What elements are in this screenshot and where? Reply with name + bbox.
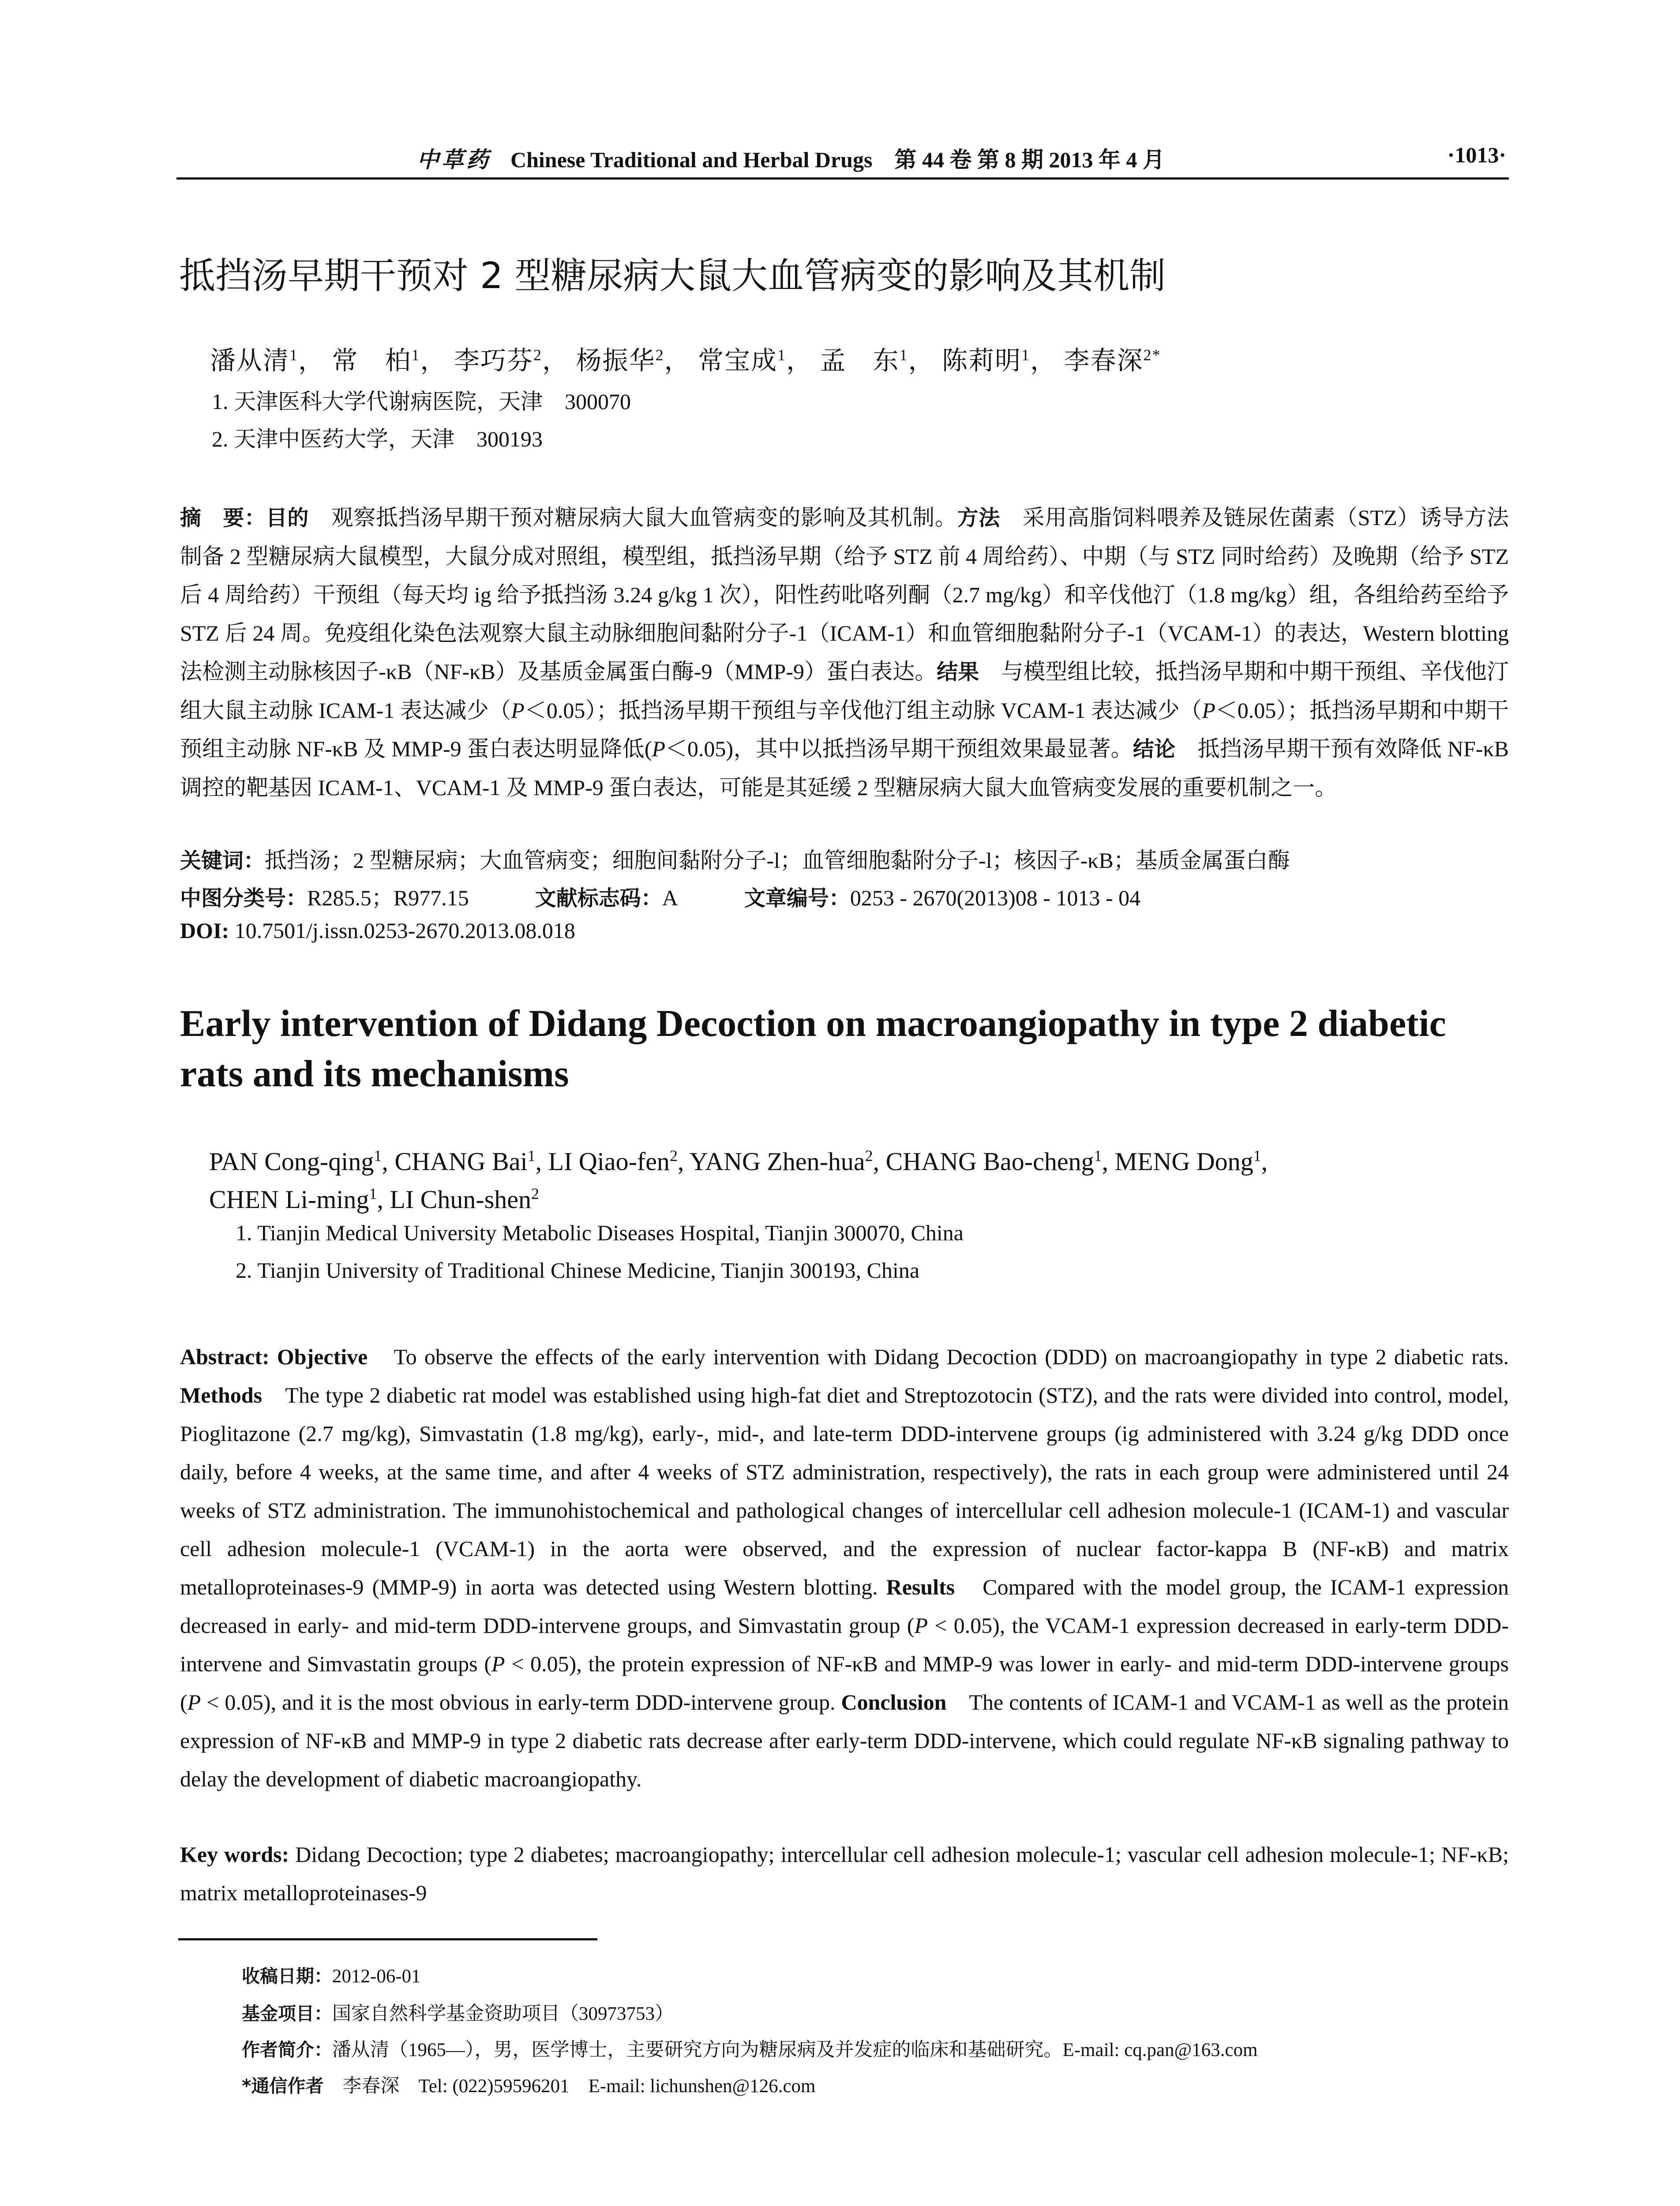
cn-affiliation: 1. 天津医科大学代谢病医院，天津 300070 — [212, 389, 631, 414]
en-author: CHEN Li-ming$^1$ — [209, 1185, 377, 1214]
doi-link[interactable]: 10.7501/j.issn.0253-2670.2013.08.018 — [229, 918, 575, 943]
cn-author: 潘从清$^1$ — [210, 346, 298, 375]
footnote-corresponding: *通信作者 李春深 Tel: (022)59596201 E-mail: lichunshen@126.com — [242, 2075, 816, 2097]
cn-results-label: 结果 — [937, 660, 979, 684]
en-objective-text: To observe the effects of the early intervention with Didang Decoction (DDD) on macroangiopathy in type 2 diabetic rats. — [368, 1344, 1509, 1369]
cn-objective-text: 观察抵挡汤早期干预对糖尿病大鼠大血管病变的影响及其机制。 — [309, 505, 957, 530]
en-conclusion-text: The contents of ICAM-1 and VCAM-1 as well as the protein expression of NF-κB and MMP-9 in type 2 diabetic rats decrease after early-term DDD-intervene, which could regulate NF-κB signaling pathway to delay the development of diabetic macroangiopathy. — [180, 1690, 1509, 1791]
cn-author: 杨振华$^2$ — [576, 346, 664, 375]
en-methods-text: The type 2 diabetic rat model was established using high-fat diet and Streptozotocin (STZ), and the rats were divided into control, model, Pioglitazone (2.7 mg/kg), Simvastatin (1.8 mg/kg), early-, mid-, and late-term DDD-intervene groups (ig administered with 3.24 g/kg DDD once daily, before 4 weeks, at the same time, and after 4 weeks of STZ administration, respectively), the rats in each group were administered until 24 weeks of STZ administration. The immunohistochemical and pathological changes of intercellular cell adhesion molecule-1 (ICAM-1) and vascular cell adhesion molecule-1 (VCAM-1) in the aorta were observed, and the expression of nuclear factor-kappa B (NF-κB) and matrix metalloproteinases-9 (MMP-9) in aorta was detected using Western blotting. — [180, 1383, 1509, 1599]
journal-line — [417, 142, 1165, 174]
en-results-label: Results — [886, 1575, 955, 1599]
doi-label: DOI: — [180, 918, 229, 943]
en-abstract-label: Abstract: Objective — [180, 1344, 368, 1369]
en-author: CHANG Bao-cheng$^1$ — [885, 1147, 1102, 1176]
cn-title: 抵挡汤早期干预对 2 型糖尿病大鼠大血管病变的影响及其机制 — [179, 255, 1166, 297]
cn-results-text: ＜0.05）；抵挡汤早期和中期干预组主动脉 NF-κB 及 MMP-9 蛋白表达明显降低( — [180, 698, 1509, 761]
en-results-text: < 0.05), the protein expression of NF-κB and MMP-9 was lower in early- and mid-term DDD-intervene groups ( — [180, 1651, 1509, 1715]
en-author: LI Qiao-fen$^2$ — [548, 1147, 678, 1176]
cn-class-label: 中图分类号： — [180, 886, 308, 911]
cn-results-text: ＜0.05）；抵挡汤早期干预组与辛伐他汀组主动脉 VCAM-1 表达减少（ — [524, 698, 1202, 723]
en-author-list: PAN Cong-qing$^1$, CHANG Bai$^1$, LI Qiao-fen$^2$, YANG Zhen-hua$^2$, CHANG Bao-cheng$^1$, MENG Dong$^1$, CHEN Li-ming$^1$, LI Chun-shen$^2$ — [209, 1147, 1268, 1214]
cn-doccode-value: A — [662, 885, 678, 910]
doi-line — [180, 918, 575, 943]
cn-objective-label: 目的 — [266, 506, 309, 530]
cn-methods-label: 方法 — [957, 506, 1000, 530]
en-affiliation: 1. Tianjin Medical University Metabolic Diseases Hospital, Tianjin 300070, China — [236, 1220, 964, 1245]
cn-affiliation: 2. 天津中医药大学，天津 300193 — [212, 427, 543, 451]
en-title: Early intervention of Didang Decoction on macroangiopathy in type 2 diabetic rats and its mechanisms — [180, 1002, 1446, 1095]
cn-keywords-label: 关键词： — [180, 848, 265, 873]
cn-classification — [180, 880, 1140, 912]
en-affiliation: 2. Tianjin University of Traditional Chinese Medicine, Tianjin 300193, China — [236, 1258, 920, 1283]
cn-abstract-label: 摘 要： — [180, 506, 266, 530]
cn-author: 常宝成$^1$ — [698, 346, 787, 375]
footnote-author-bio: 作者简介：潘从清（1965—），男，医学博士，主要研究方向为糖尿病及并发症的临床和基础研究。E-mail: cq.pan@163.com — [242, 2039, 1258, 2060]
en-results-text: Compared with the model group, the ICAM-1 expression decreased in early- and mid-term DDD-intervene groups, and Simvastatin group ( — [180, 1575, 1509, 1638]
journal-issue: Chinese Traditional and Herbal Drugs 第 44 卷 第 8 期 2013 年 4 月 — [510, 147, 1165, 172]
en-results-text: < 0.05), the VCAM-1 expression decreased in early-term DDD-intervene and Simvastatin groups ( — [180, 1613, 1509, 1676]
p-value-symbol: P — [914, 1613, 928, 1638]
running-header — [176, 142, 1509, 180]
cn-doccode-label: 文献标志码： — [535, 886, 662, 911]
footnote-divider — [178, 1938, 597, 1940]
en-author: MENG Dong$^1$ — [1114, 1147, 1261, 1176]
en-author: LI Chun-shen$^2$ — [390, 1185, 540, 1214]
footnote-fund: 基金项目：国家自然科学基金资助项目（30973753） — [242, 2003, 674, 2024]
en-author: YANG Zhen-hua$^2$ — [689, 1147, 873, 1176]
en-author: CHANG Bai$^1$ — [394, 1147, 536, 1176]
en-results-text: < 0.05), and it is the most obvious in early-term DDD-intervene group. — [201, 1690, 841, 1715]
en-keywords — [180, 1835, 1509, 1912]
cn-author: 李巧芬$^2$ — [454, 346, 543, 375]
en-keywords-label: Key words: — [180, 1842, 289, 1867]
cn-article-label: 文章编号： — [744, 886, 850, 911]
en-abstract — [180, 1338, 1509, 1798]
cn-methods-text: 采用高脂饲料喂养及链尿佐菌素（STZ）诱导方法制备 2 型糖尿病大鼠模型，大鼠分成对照组，模型组，抵挡汤早期（给予 STZ 前 4 周给药）、中期（与 STZ 同时给药）及晚期（给予 STZ 后 4 周给药）干预组（每天均 ig 给予抵挡汤 3.24 g/kg 1 次），阳性药吡咯列酮（2.7 mg/kg）和辛伐他汀（1.8 mg/kg）组，各组给药至给予 STZ 后 24 周。免疫组化染色法观察大鼠主动脉细胞间黏附分子-1（ICAM-1）和血管细胞黏附分子-1（VCAM-1）的表达，Western blotting 法检测主动脉核因子-κB（NF-κB）及基质金属蛋白酶-9（MMP-9）蛋白表达。 — [180, 505, 1509, 684]
cn-article-value: 0253 - 2670(2013)08 - 1013 - 04 — [850, 885, 1141, 910]
en-author: PAN Cong-qing$^1$ — [209, 1147, 382, 1176]
cn-class-value: R285.5；R977.15 — [307, 885, 469, 910]
cn-author: 陈莉明$^1$ — [942, 346, 1031, 375]
cn-author-list: 潘从清$^1$， 常 柏$^1$， 李巧芬$^2$， 杨振华$^2$， 常宝成$^1$， 孟 东$^1$， 陈莉明$^1$， 李春深$^{2*}$ — [210, 346, 1161, 375]
cn-conclusion-label: 结论 — [1132, 737, 1176, 762]
cn-abstract — [180, 499, 1509, 807]
p-value-symbol: P — [491, 1651, 505, 1676]
cn-results-text: 与模型组比较，抵挡汤早期和中期干预组、辛伐他汀组大鼠主动脉 ICAM-1 表达减少（ — [180, 659, 1509, 723]
p-value-symbol: P — [511, 698, 525, 723]
en-methods-label: Methods — [180, 1383, 262, 1407]
cn-results-text: ＜0.05)，其中以抵挡汤早期干预组效果最显著。 — [665, 736, 1133, 761]
en-keywords-text: Didang Decoction; type 2 diabetes; macroangiopathy; intercellular cell adhesion molecule-1; vascular cell adhesion molecule-1; NF-κB; matrix metalloproteinases-9 — [180, 1842, 1509, 1905]
p-value-symbol: P — [1202, 698, 1215, 723]
cn-keywords — [180, 843, 1509, 874]
cn-keywords-text: 抵挡汤；2 型糖尿病；大血管病变；细胞间黏附分子-l；血管细胞黏附分子-l；核因子-κB；基质金属蛋白酶 — [265, 848, 1290, 873]
p-value-symbol: P — [652, 736, 666, 761]
page-number: ·1013· — [1447, 143, 1506, 167]
footnote-received: 收稿日期：2012-06-01 — [242, 1966, 421, 1987]
en-conclusion-label: Conclusion — [841, 1690, 947, 1715]
cn-author: 李春深$^{2*}$ — [1064, 346, 1161, 375]
p-value-symbol: P — [187, 1690, 201, 1715]
cn-author: 孟 东$^1$ — [820, 346, 908, 375]
cn-author: 常 柏$^1$ — [332, 346, 420, 375]
journal-logo: 中草药 — [417, 147, 491, 172]
cn-conclusion-text: 抵挡汤早期干预有效降低 NF-κB 调控的靶基因 ICAM-1、VCAM-1 及 MMP-9 蛋白表达，可能是其延缓 2 型糖尿病大鼠大血管病变发展的重要机制之一。 — [180, 736, 1509, 800]
